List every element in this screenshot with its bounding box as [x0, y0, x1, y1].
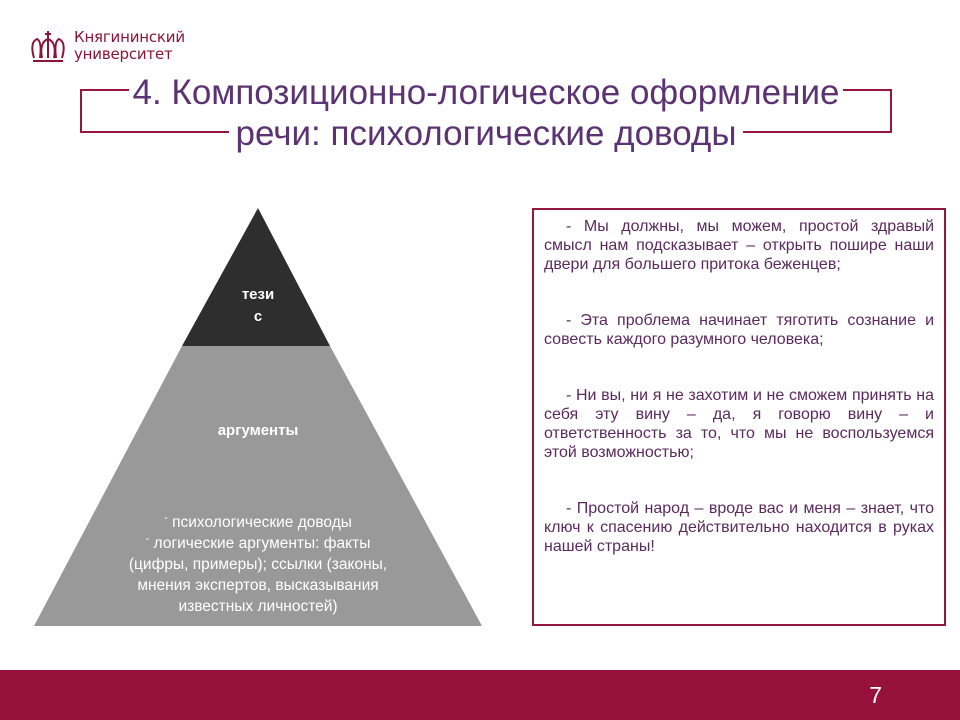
argument-type-item: мнения экспертов, высказывания [137, 577, 379, 594]
argument-type-item: (цифры, примеры); ссылки (законы, [128, 556, 388, 573]
quotes-panel [532, 208, 946, 626]
argument-type-item: - логические аргументы: факты [145, 532, 371, 552]
title-line1: 4. Композиционно-логическое оформление [129, 73, 844, 112]
quote-item: - Ни вы, ни я не захотим и не сможем принять на себя эту вину – да, я говорю вину – и ответственность за то, что мы не воспользуемся этой возможностью; [544, 387, 934, 461]
page-number: 7 [869, 682, 882, 708]
quote-item: - Простой народ – вроде вас и меня – знает, что ключ к спасению действительно находится в руках нашей страны! [544, 500, 934, 555]
quote-item: - Мы должны, мы можем, простой здравый смысл нам подсказывает – открыть пошире наши двери для большего притока беженцев; [544, 218, 934, 273]
argument-type-item: известных личностей) [178, 598, 338, 615]
quote-item: - Эта проблема начинает тяготить сознание и совесть каждого разумного человека; [544, 312, 934, 348]
title-line2: речи: психологические доводы [229, 113, 742, 154]
argument-type-item: - психологические доводы [164, 511, 352, 531]
logo-text-line1: Княгининский [74, 28, 185, 46]
pyramid-arguments-label: аргументы [217, 422, 299, 439]
pyramid-argument-types [85, 512, 431, 617]
pyramid-thesis-label: тези с [241, 286, 275, 325]
footer-bar [0, 670, 960, 720]
logo-text-line2: университет [74, 45, 173, 63]
